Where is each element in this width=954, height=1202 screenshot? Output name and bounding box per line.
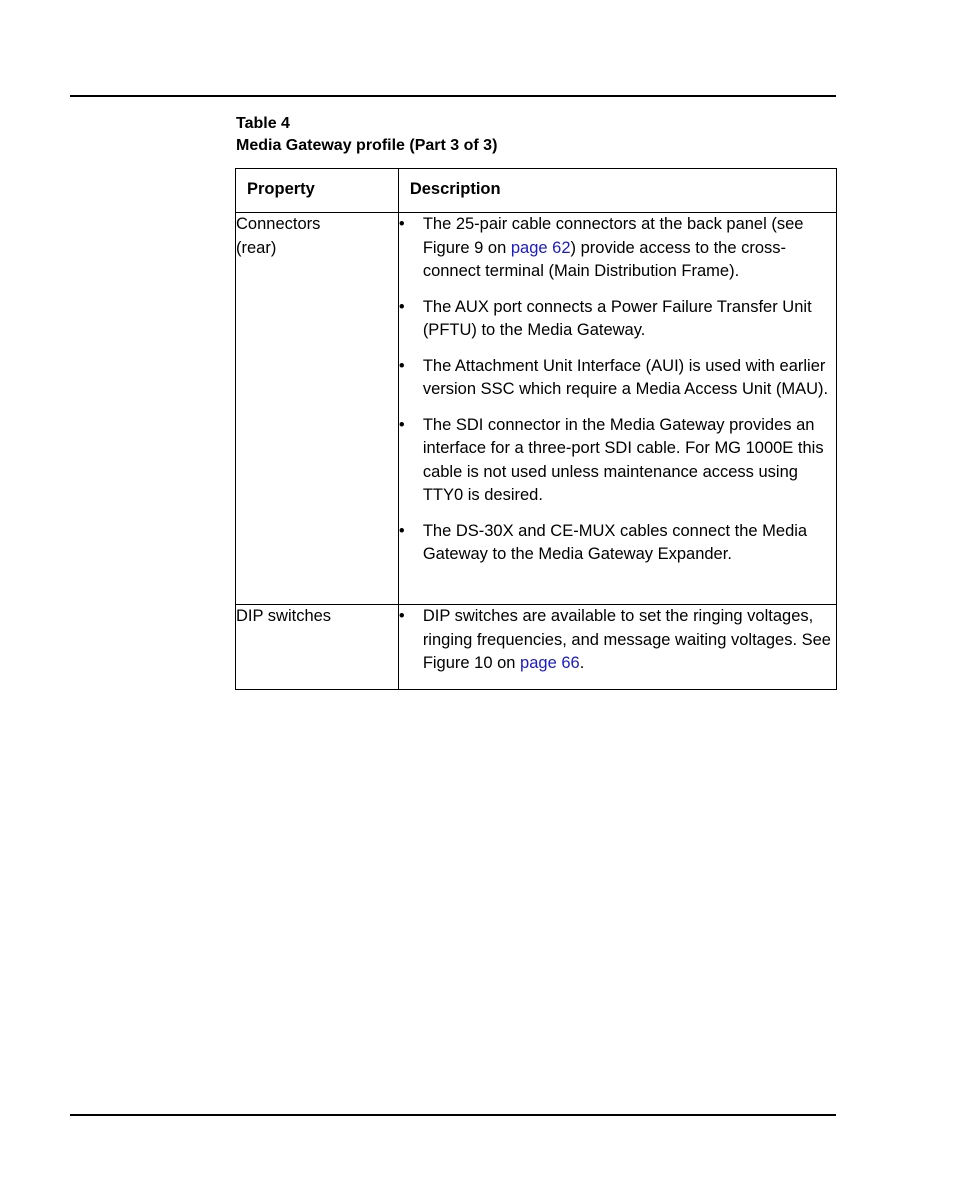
bullet-text: The AUX port connects a Power Failure Transfer Unit (PFTU) to the Media Gateway.: [422, 297, 812, 339]
bullet-item: [399, 213, 836, 284]
page-62-link[interactable]: page 62: [510, 238, 571, 257]
page-66-link[interactable]: page 66: [520, 654, 580, 672]
bullet-icon: •: [398, 297, 405, 316]
bullet-icon: •: [398, 356, 405, 375]
header-property: Property: [236, 169, 399, 213]
description-cell: [398, 605, 836, 690]
bullet-icon: •: [398, 415, 405, 434]
bullet-text: The DS-30X and CE-MUX cables connect the Media Gateway to the Media Gateway Expander.: [422, 521, 808, 563]
media-gateway-profile-table: [235, 168, 837, 690]
bullet-item: [399, 414, 836, 508]
header-description: Description: [398, 169, 836, 213]
bullet-icon: •: [398, 521, 405, 540]
table-number: Table 4: [236, 115, 290, 132]
header-rule: [70, 95, 836, 97]
bullet-item: [399, 520, 836, 567]
table-header-row: [236, 169, 837, 213]
bullet-text-post: ) provide access to the cross-connect terminal (Main Distribution Frame).: [422, 238, 787, 280]
bullet-item: [399, 296, 836, 343]
property-cell: DIP switches: [236, 605, 399, 690]
property-label-line1: Connectors: [236, 215, 321, 233]
bullet-text-post: .: [579, 654, 585, 672]
table-row-connectors: [236, 213, 837, 605]
bullet-icon: •: [398, 215, 405, 233]
bullet-text: The Attachment Unit Interface (AUI) is used with earlier version SSC which require a Media Access Unit (MAU).: [422, 356, 829, 398]
bullet-icon: •: [398, 607, 405, 625]
table-caption: [236, 113, 497, 157]
bullet-text-pre: The 25-pair cable connectors at the back panel (see Figure 9 on: [422, 215, 804, 257]
table-title: Media Gateway profile (Part 3 of 3): [236, 137, 498, 154]
description-bullet-list: [399, 605, 836, 676]
table-row-dip-switches: [236, 605, 837, 690]
property-label-line2: (rear): [236, 238, 277, 257]
description-bullet-list: [399, 213, 836, 567]
property-cell: [236, 213, 399, 605]
description-cell: [398, 213, 836, 605]
bullet-item: [399, 605, 836, 676]
footer-rule: [70, 1114, 836, 1116]
bullet-item: [399, 355, 836, 402]
bullet-text: The SDI connector in the Media Gateway provides an interface for a three-port SDI cable. For MG 1000E this cable is not used unless maintenance access using TTY0 is desired.: [422, 415, 824, 504]
bullet-text-pre: DIP switches are available to set the ringing voltages, ringing frequencies, and message waiting voltages. See Figure 10 on: [422, 607, 831, 672]
